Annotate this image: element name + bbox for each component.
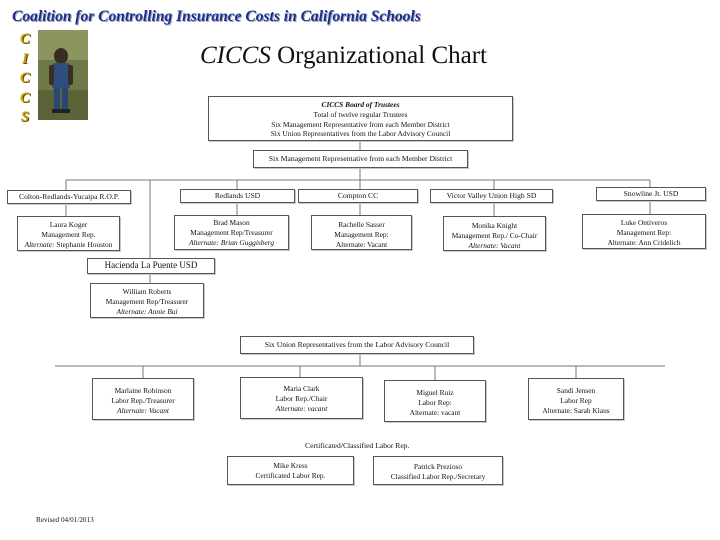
alternate-label: Alternate: <box>24 239 55 249</box>
logo-letter: C <box>19 89 30 106</box>
district-name: Compton CC <box>337 191 379 201</box>
revision-date: Revised 04/01/2013 <box>36 516 94 524</box>
logo-letter: I <box>22 50 28 67</box>
district-box <box>596 187 706 201</box>
rep-alternate: Alternate: Vacant <box>468 240 521 250</box>
rep-alternate: Alternate: Ann Cridelich <box>607 237 681 247</box>
district-name: Snowline Jt. USD <box>623 189 679 199</box>
rep-name: Monika Knight <box>471 221 518 230</box>
certified-rep-box <box>227 456 354 485</box>
management-rep-box <box>90 283 204 318</box>
district-name: Hacienda La Puente USD <box>104 260 198 271</box>
management-rep-box <box>174 215 289 250</box>
alternate-name: Stephanie Houston <box>54 239 113 249</box>
union-rep-box <box>240 377 363 419</box>
rep-alternate: Alternate: vacant <box>409 407 461 417</box>
rep-name: Maria Clark <box>283 384 320 393</box>
rep-alternate: Alternate: Sarah Klaus <box>542 405 610 415</box>
rep-alternate: Alternate: Vacant <box>335 239 388 249</box>
page-title-rest: Organizational Chart <box>270 42 487 69</box>
union-rep-box <box>528 378 624 420</box>
management-header-text: Six Management Representative from each Member District <box>268 154 453 164</box>
district-box <box>298 189 418 203</box>
union-rep-box <box>92 378 194 420</box>
rep-name: Luke Ontiveros <box>620 218 668 227</box>
certified-rep-box <box>373 456 503 485</box>
rep-role: Management Rep: <box>334 229 389 239</box>
rep-name: Mike Kress <box>273 461 308 470</box>
rep-role: Management Rep: <box>616 227 672 237</box>
union-header-box <box>240 336 474 354</box>
page-title-emphasis: CICCS <box>200 42 271 69</box>
management-rep-box <box>311 215 412 250</box>
rep-role: Management Rep/Treasurer <box>105 296 189 306</box>
rep-alternate <box>18 240 119 250</box>
board-line: Six Union Representatives from the Labor Advisory Council <box>270 129 451 139</box>
rep-alternate: Alternate: vacant <box>275 403 328 413</box>
rep-role: Labor Rep./Treasurer <box>111 395 175 405</box>
union-rep-box <box>384 380 486 422</box>
management-header-box <box>253 150 468 168</box>
rep-role: Labor Rep: <box>418 397 452 407</box>
district-box <box>7 190 131 204</box>
rep-name: Sandi Jensen <box>556 386 596 395</box>
logo-letter: S <box>20 109 30 125</box>
board-of-trustees-box <box>208 96 513 141</box>
page-title <box>200 42 487 70</box>
district-name: Colton-Redlands-Yucaipa R.O.P. <box>19 192 119 202</box>
logo-letter: C <box>19 31 30 47</box>
rep-name: William Roberts <box>122 287 172 296</box>
child-photo <box>38 30 88 120</box>
rep-role: Management Rep. <box>41 229 96 239</box>
ciccs-logo <box>14 30 36 128</box>
district-box <box>87 258 215 274</box>
organization-banner-title: Coalition for Controlling Insurance Costs in California Schools <box>12 8 421 25</box>
union-header-text: Six Union Representatives from the Labor Advisory Council <box>264 340 450 350</box>
rep-alternate: Alternate: Brian Guggisberg <box>188 237 275 247</box>
rep-alternate: Alternate: Annie Bui <box>116 306 178 316</box>
rep-name: Patrick Prezioso <box>413 462 463 471</box>
rep-name: Marlaine Robinson <box>114 386 172 395</box>
rep-role: Certificated Labor Rep. <box>255 470 326 480</box>
logo-letter: C <box>19 70 30 86</box>
rep-alternate: Alternate: Vacant <box>117 405 169 415</box>
management-rep-box <box>17 216 120 251</box>
rep-role: Management Rep./ Co-Chair <box>451 230 538 240</box>
certified-classified-label: Certificated/Classified Labor Rep. <box>305 441 410 450</box>
rep-role: Classified Labor Rep./Secretary <box>390 471 486 481</box>
board-line: Six Management Representative from each Member District <box>271 119 450 129</box>
rep-name: Brad Mason <box>213 218 250 227</box>
management-rep-box <box>443 216 546 251</box>
rep-name: Miguel Ruiz <box>416 388 454 397</box>
board-line: Total of twelve regular Trustees <box>313 109 408 119</box>
rep-name: Rachelle Sasser <box>338 220 385 229</box>
rep-role: Labor Rep <box>560 395 592 405</box>
rep-role: Labor Rep./Chair <box>275 393 328 403</box>
rep-role: Management Rep/Treasurer <box>190 227 273 237</box>
district-box <box>180 189 295 203</box>
management-rep-box <box>582 214 706 249</box>
district-box <box>430 189 553 203</box>
district-name: Redlands USD <box>214 191 261 201</box>
rep-name: Laura Koger <box>49 220 88 229</box>
board-title: CICCS Board of Trustees <box>321 100 400 109</box>
district-name: Victor Valley Union High SD <box>446 191 537 201</box>
